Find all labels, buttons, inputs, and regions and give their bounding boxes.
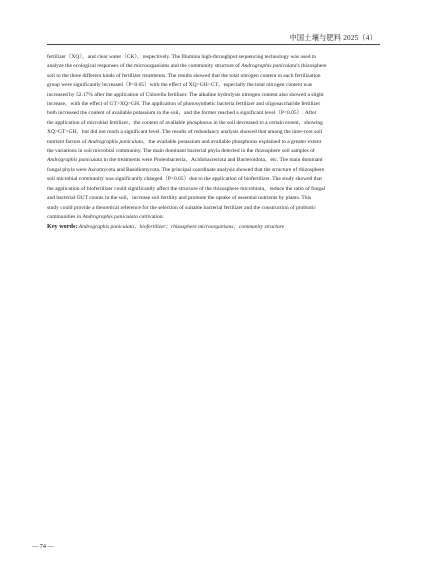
keywords-label: Key words: — [47, 223, 78, 231]
abstract-line: the variations in soil microbial community. The main dominant bacterial phyla detected in the rhizosphere soil samples of — [47, 148, 315, 155]
abstract-line: communities in Andrographis paniculata cultivation. — [47, 213, 164, 220]
abstract-line: fungal phyla were Ascomycota and Basidiomycota. The principal coordinate analysis showed that the structure of rhizosphere — [47, 166, 325, 173]
abstract-line: the application of microbial fertilizer，the content of available phosphorus in the soil decreased to a certain extent，showing — [47, 119, 323, 126]
species-name: Andrographis paniculata — [241, 63, 297, 70]
abstract-line: and bacterial OUT counts in the soil，increase soil fertility and promote the uptake of essential nutrients by plants. This — [47, 195, 312, 202]
abstract-line: group were significantly increased（P<0.05）with the effect of XQ>GH>GT，especially the total nitrogen content was — [47, 82, 313, 89]
abstract-body — [47, 53, 380, 233]
abstract-line: increased by 52.17% after the application of Chlorella fertilizer. The alkaline hydrolysis nitrogen content also showed a slight — [47, 91, 324, 98]
keywords-text: Andrographis paniculata；biofertilizer；rhizosphere microorganisms；community structure — [78, 224, 285, 231]
abstract-line: XQ>GT>GH，but did not reach a significant level. The results of redundancy analysis showed that among the inter-root soil — [47, 129, 323, 136]
page-number: — 74 — — [32, 543, 54, 550]
abstract-lines — [47, 53, 380, 222]
species-name: Andrographis paniculata — [87, 138, 144, 145]
journal-header: 中国土壤与肥料 2025（4） — [289, 34, 377, 42]
abstract-line: study could provide a theoretical reference for the selection of suitable bacterial fertilizer and the construction of probiotic — [47, 204, 316, 211]
header-rule — [47, 44, 380, 45]
abstract-line: fertilizer（XQ），and clear water（CK），respectively. The Illumina high-throughput sequencing technology was used to — [47, 54, 317, 60]
keywords-line — [47, 222, 380, 232]
abstract-line: the application of biofertilizer could significantly affect the structure of the rhizosphere microbiota，reduce the ratio of fungal — [47, 185, 326, 192]
abstract-line: soil to the three different kinds of fertilizer treatments. The results showed that the total nitrogen content in each fertilization — [47, 72, 321, 79]
abstract-line: analyze the ecological responses of the microorganisms and the community structure of Andrographis paniculata's rhizosphere — [47, 63, 327, 70]
abstract-line: nutrient factors of Andrographis paniculata，the available potassium and available phosphorus explained to a greater extent — [47, 138, 322, 145]
abstract-line: increase，with the effect of GT>XQ>GH. The application of photosynthetic bacteria fertilizer and oligosaccharide fertilizer — [47, 101, 321, 108]
abstract-line: Andrographis paniculata in the treatments were Proteobacteria，Acidobacteriota and Bacteroidota，etc. The main dominant — [47, 157, 323, 164]
species-name: Andrographis paniculata — [47, 157, 103, 164]
abstract-line: both increased the content of available potassium in the soil，and the former reached a significant level（P<0.05）. After — [47, 110, 317, 117]
abstract-line: soil microbial community was significantly changed（P<0.05）due to the application of biofertilizer. The study showed that — [47, 176, 322, 183]
species-name: Andrographis paniculata — [82, 213, 138, 220]
